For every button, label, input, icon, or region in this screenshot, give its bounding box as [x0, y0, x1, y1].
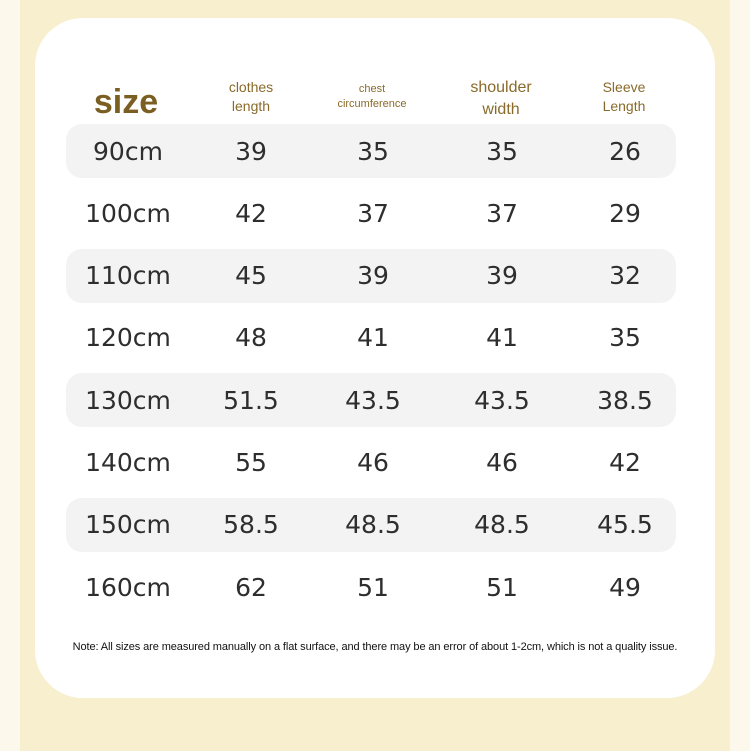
- table-row: [66, 186, 676, 240]
- chest-cell: 43.5: [345, 385, 401, 415]
- header-clothes-length-line1: clothes: [228, 79, 274, 96]
- clothes-length-cell: 58.5: [223, 510, 279, 540]
- clothes-length-cell: 42: [235, 198, 267, 228]
- sleeve-cell: 35: [609, 323, 641, 353]
- shoulder-cell: 48.5: [474, 510, 530, 540]
- sleeve-cell: 38.5: [597, 385, 653, 415]
- clothes-length-cell: 55: [235, 447, 267, 477]
- size-table-body: [66, 124, 676, 622]
- table-row: [66, 560, 676, 614]
- clothes-length-cell: 39: [235, 136, 267, 166]
- sleeve-cell: 26: [609, 136, 641, 166]
- shoulder-cell: 37: [486, 198, 518, 228]
- header-clothes-length-line2: length: [231, 98, 271, 114]
- size-cell: 150cm: [85, 510, 171, 540]
- shoulder-cell: 51: [486, 572, 518, 602]
- size-cell: 140cm: [85, 447, 171, 477]
- header-sleeve-line1: Sleeve: [602, 79, 646, 96]
- header-size: size: [93, 83, 159, 122]
- sleeve-cell: 32: [609, 261, 641, 291]
- chest-cell: 48.5: [345, 510, 401, 540]
- chest-cell: 51: [357, 572, 389, 602]
- header-sleeve-line2: Length: [602, 98, 646, 114]
- sleeve-cell: 42: [609, 447, 641, 477]
- header-shoulder-line1: shoulder: [470, 79, 532, 97]
- table-row: [66, 373, 676, 427]
- measurement-note: Note: All sizes are measured manually on a flat surface, and there may be an error of about 1-2cm, which is not a quality issue.: [72, 641, 678, 653]
- shoulder-cell: 35: [486, 136, 518, 166]
- size-cell: 160cm: [85, 572, 171, 602]
- sleeve-cell: 45.5: [597, 510, 653, 540]
- chest-cell: 35: [357, 136, 389, 166]
- shoulder-cell: 41: [486, 323, 518, 353]
- shoulder-cell: 43.5: [474, 385, 530, 415]
- chest-cell: 39: [357, 261, 389, 291]
- size-cell: 120cm: [85, 323, 171, 353]
- table-row: [66, 311, 676, 365]
- header-shoulder-line2: width: [482, 101, 520, 118]
- size-cell: 100cm: [85, 198, 171, 228]
- table-row: [66, 124, 676, 178]
- chest-cell: 46: [357, 447, 389, 477]
- clothes-length-cell: 51.5: [223, 385, 279, 415]
- size-chart-card: [35, 18, 715, 698]
- sleeve-cell: 49: [609, 572, 641, 602]
- clothes-length-cell: 48: [235, 323, 267, 353]
- header-clothes-length: [191, 62, 311, 132]
- header-chest-line1: chest: [358, 83, 386, 96]
- header-chest-line2: circumference: [337, 98, 407, 110]
- shoulder-cell: 46: [486, 447, 518, 477]
- clothes-length-cell: 45: [235, 261, 267, 291]
- size-cell: 130cm: [85, 385, 171, 415]
- header-chest-circumference: [311, 62, 433, 132]
- chest-cell: 37: [357, 198, 389, 228]
- header-sleeve-length: [565, 62, 683, 132]
- table-row: [66, 249, 676, 303]
- shoulder-cell: 39: [486, 261, 518, 291]
- table-row: [66, 435, 676, 489]
- sleeve-cell: 29: [609, 198, 641, 228]
- table-row: [66, 498, 676, 552]
- chest-cell: 41: [357, 323, 389, 353]
- size-cell: 90cm: [93, 136, 163, 166]
- clothes-length-cell: 62: [235, 572, 267, 602]
- size-cell: 110cm: [85, 261, 171, 291]
